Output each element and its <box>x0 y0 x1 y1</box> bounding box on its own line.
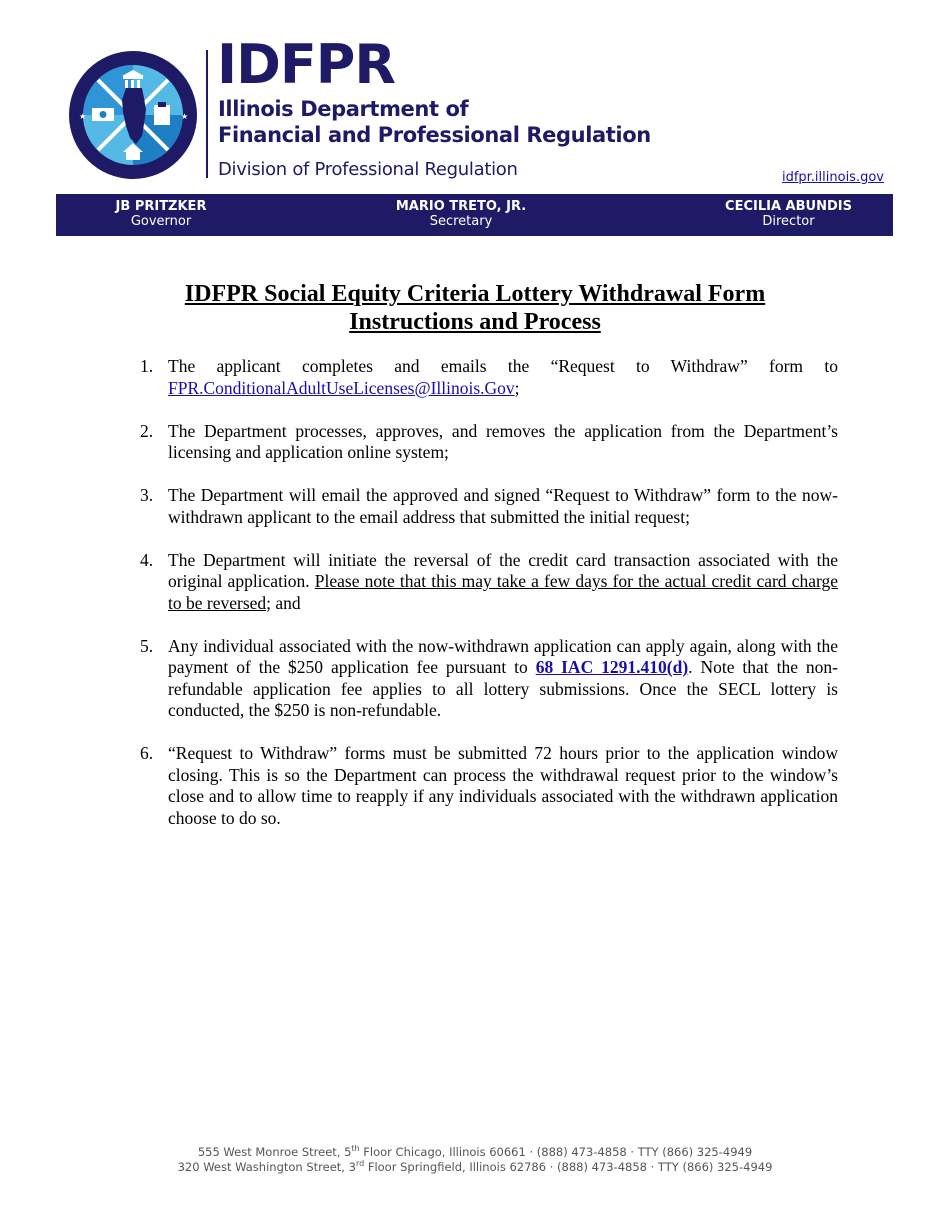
list-item: 3. The Department will email the approved and signed “Request to Withdraw” form to the now-withdrawn applicant to the email address that submitted the initial request; <box>140 485 838 527</box>
list-item: 6. “Request to Withdraw” forms must be submitted 72 hours prior to the application window closing. This is so the Department can process the withdrawal request prior to the window’s close and to allow time to reapply if any individuals associated with the withdrawn application choose to do so. <box>140 743 838 828</box>
regulation-link[interactable]: 68 IAC 1291.410(d) <box>535 657 689 677</box>
division-name: Division of Professional Regulation <box>218 159 518 180</box>
footer-chicago-address: 555 West Monroe Street, 5th Floor Chicago, Illinois 60661 · (888) 473-4858 · TTY (866) 325-4949 <box>197 1144 753 1159</box>
svg-text:★: ★ <box>181 112 189 121</box>
list-item: 2. The Department processes, approves, and removes the application from the Department’s licensing and application online system; <box>140 420 838 462</box>
footer-springfield-address: 320 West Washington Street, 3rd Floor Springfield, Illinois 62786 · (888) 473-4858 · TTY (866) 325-4949 <box>177 1159 773 1174</box>
agency-acronym: IDFPR <box>217 33 395 96</box>
officials-bar <box>56 194 893 236</box>
svg-text:★: ★ <box>79 112 87 121</box>
idfpr-seal-logo <box>68 50 198 180</box>
header-divider <box>206 50 208 178</box>
official-director: CECILIA ABUNDIS Director <box>725 199 852 229</box>
footer-addresses <box>0 1145 950 1175</box>
instructions-list <box>140 356 838 851</box>
list-item: 4. The Department will initiate the reversal of the credit card transaction associated with the original application. Please note that this may take a few days for the actual credit card charge to be reversed; and <box>140 549 838 613</box>
agency-name: Illinois Department of Financial and Professional Regulation <box>218 97 651 147</box>
official-secretary: MARIO TRETO, JR. Secretary <box>395 199 527 229</box>
website-link[interactable]: idfpr.illinois.gov <box>781 170 884 185</box>
official-governor: JB PRITZKER Governor <box>115 199 207 229</box>
list-item: 5. Any individual associated with the now-withdrawn application can apply again, along with the payment of the $250 application fee pursuant to 68 IAC 1291.410(d). Note that the non-refundable application fee applies to all lottery submissions. Once the SECL lottery is conducted, the $250 is non-refundable. <box>140 635 838 720</box>
page-title: IDFPR Social Equity Criteria Lottery Withdrawal Form Instructions and Process <box>184 281 766 335</box>
email-link[interactable]: FPR.ConditionalAdultUseLicenses@Illinois.Gov <box>168 377 515 398</box>
list-item: 1. The applicant completes and emails the “Request to Withdraw” form to FPR.ConditionalAdultUseLicenses@Illinois.Gov; <box>140 356 838 398</box>
